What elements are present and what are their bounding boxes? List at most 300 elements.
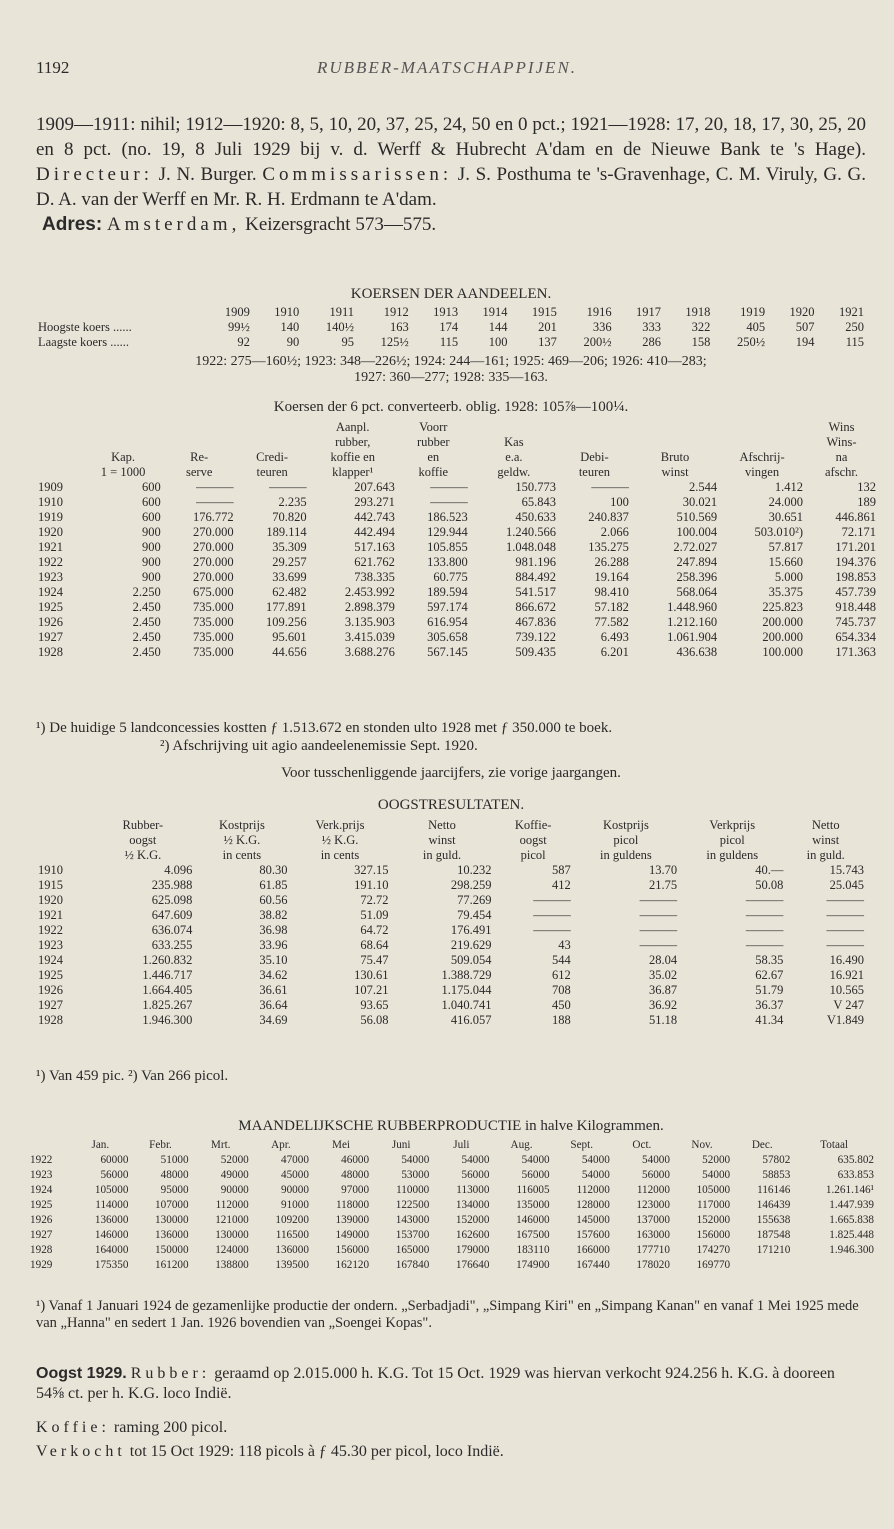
koersen-value-cell: 507: [795, 320, 815, 334]
balans-value-cell: 2.544: [689, 480, 718, 494]
commissarissen-value: J. S. Posthuma te 's-Gravenhage, C. M. Viruly, G. G. D. A. van der Werff en Mr. R. H. Erdmann te A'dam.: [36, 164, 866, 210]
balans-value-cell: 200.000: [762, 630, 803, 644]
productie-value-cell: 122500: [395, 1199, 430, 1211]
oogst-year-cell: 1927: [38, 998, 63, 1012]
oogst-value-cell: 28.04: [648, 953, 678, 967]
oogst-value-cell: ———: [826, 938, 864, 952]
koersen-value-cell: 137: [538, 335, 557, 349]
oogst-value-cell: 40.—: [755, 863, 784, 877]
productie-value-cell: 130000: [215, 1229, 249, 1241]
productie-value-cell: 174900: [516, 1259, 550, 1271]
oogst-1929-paragraph: [36, 1364, 866, 1404]
productie-value-cell: 139500: [275, 1259, 309, 1271]
balans-value-cell: 33.699: [272, 570, 307, 584]
balans-value-cell: 900: [142, 555, 161, 569]
oogst-value-cell: ———: [745, 893, 784, 907]
oogst-value-cell: 68.64: [360, 938, 389, 952]
intro-paragraph: [36, 112, 866, 237]
productie-value-cell: 169770: [696, 1259, 731, 1271]
balans-row: [36, 600, 878, 615]
oogst-value-cell: 34.62: [259, 968, 288, 982]
oogst-value-cell: 25.045: [829, 878, 864, 892]
oogst-value-cell: 544: [551, 953, 571, 967]
oogst-value-cell: ———: [745, 938, 784, 952]
koersen-line-2: 1927: 360—277; 1928: 335—163.: [354, 370, 548, 385]
oogst-value-cell: ———: [639, 908, 678, 922]
oogst-header-cell: Koffie-: [514, 818, 552, 832]
productie-value-cell: 57802: [762, 1154, 791, 1166]
balans-value-cell: 621.762: [354, 555, 395, 569]
productie-value-cell: 179000: [455, 1244, 490, 1256]
balans-value-cell: 442.743: [354, 510, 395, 524]
productie-value-cell: 177710: [636, 1244, 670, 1256]
balans-value-cell: 2.066: [600, 525, 629, 539]
balans-value-cell: 1.412: [774, 480, 803, 494]
balans-value-cell: 541.517: [515, 585, 556, 599]
koersen-value-cell: 322: [691, 320, 711, 334]
productie-value-cell: 152000: [696, 1214, 731, 1226]
productie-value-cell: 97000: [341, 1184, 370, 1196]
balans-value-cell: 436.638: [676, 645, 718, 659]
oogst-header-cell: oogst: [129, 833, 157, 847]
balans-value-cell: 2.450: [132, 630, 161, 644]
oogst-header-cell: winst: [428, 833, 456, 847]
oogst-header-row: [36, 833, 866, 848]
productie-value-cell: 176640: [455, 1259, 490, 1271]
oogst-value-cell: 176.491: [450, 923, 492, 937]
koersen-title: KOERSEN DER AANDEELEN.: [350, 286, 552, 302]
balans-value-cell: 35.375: [768, 585, 803, 599]
oogst-row: [36, 998, 866, 1013]
dividend-history: 1909—1911: nihil; 1912—1920: 8, 5, 10, 20, 37, 25, 24, 50 en 0 pct.; 1921—1928: 17, 20, 18, 17, 30, 25, 20 en 8 pct. (no. 19, 8 Juli 1929 bij v. d. Werff & Hubrecht A'dam en de Nieuwe Bank te 's Hage).: [36, 114, 866, 160]
productie-value-cell: 139000: [335, 1214, 370, 1226]
balans-value-cell: 95.601: [272, 630, 307, 644]
oogst-header-cell: picol: [613, 833, 639, 847]
balans-value-cell: 57.182: [594, 600, 629, 614]
balans-value-cell: 900: [142, 540, 161, 554]
productie-value-cell: 136000: [94, 1214, 129, 1226]
oogst-value-cell: 1.825.267: [142, 998, 193, 1012]
balans-header-cell: Aanpl.: [335, 420, 370, 434]
oogst-header-cell: Netto: [428, 818, 456, 832]
koersen-year-cell: 1920: [789, 305, 815, 319]
koersen-year-cell: 1913: [433, 305, 459, 319]
adres-label: Adres:: [42, 214, 103, 235]
productie-value-cell: 143000: [395, 1214, 430, 1226]
productie-row: [28, 1153, 876, 1168]
productie-value-cell: 138800: [215, 1259, 249, 1271]
balans-value-cell: ———: [269, 480, 307, 494]
productie-value-cell: 54000: [581, 1169, 610, 1181]
balans-value-cell: ———: [196, 480, 234, 494]
koffie-label: Koffie:: [36, 1419, 110, 1436]
oogst-header-cell: in guld.: [806, 848, 845, 862]
oogst-header-cell: in guldens: [600, 848, 652, 862]
oogst-value-cell: 191.10: [354, 878, 389, 892]
koersen-year-cell: 1921: [839, 305, 864, 319]
productie-value-cell: 135000: [516, 1199, 550, 1211]
oogst-value-cell: ———: [826, 908, 864, 922]
balans-header-cell: [36, 450, 83, 465]
oogst-row: [36, 1013, 866, 1028]
balans-value-cell: 1.061.904: [667, 630, 718, 644]
oogst-value-cell: 298.259: [450, 878, 492, 892]
rubber-text: geraamd op 2.015.000 h. K.G. Tot 15 Oct. 1929 was hiervan verkocht 924.256 h. K.G. à dooreen 54⅝ ct. per h. K.G. loco Indië.: [36, 1365, 835, 1402]
oogst-value-cell: 412: [551, 878, 571, 892]
balans-value-cell: 270.000: [193, 525, 234, 539]
productie-row: [28, 1258, 876, 1273]
oogst-header-cell: [36, 818, 91, 833]
oogst-value-cell: 235.988: [151, 878, 193, 892]
balans-value-cell: 29.257: [272, 555, 307, 569]
oogst-value-cell: 219.629: [450, 938, 492, 952]
productie-value-cell: 136000: [275, 1244, 309, 1256]
oogst-value-cell: ———: [533, 893, 571, 907]
koersen-value-cell: 99½: [228, 320, 250, 334]
productie-value-cell: 1.447.939: [829, 1199, 874, 1211]
koersen-year-cell: 1918: [685, 305, 711, 319]
balans-header-cell: [83, 435, 162, 450]
productie-value-cell: 52000: [702, 1154, 731, 1166]
oogst-value-cell: 21.75: [648, 878, 678, 892]
balans-row: [36, 510, 878, 525]
oogst-header-cell: winst: [812, 833, 840, 847]
koersen-year-cell: 1916: [586, 305, 612, 319]
productie-value-cell: 117000: [696, 1199, 731, 1211]
koersen-year-cell: 1911: [329, 305, 354, 319]
oogst-value-cell: 75.47: [360, 953, 389, 967]
balans-row: [36, 525, 878, 540]
productie-header-cell: Febr.: [149, 1139, 172, 1151]
productie-value-cell: 110000: [396, 1184, 430, 1196]
balans-header-cell: vingen: [745, 465, 780, 479]
productie-value-cell: 56000: [100, 1169, 129, 1181]
koersen-value-cell: 200½: [583, 335, 612, 349]
koersen-value-cell: 250½: [736, 335, 766, 349]
oogst-value-cell: 62.67: [755, 968, 784, 982]
balans-value-cell: 176.772: [193, 510, 234, 524]
koersen-year-cell: 1914: [482, 305, 508, 319]
balans-value-cell: 981.196: [515, 555, 556, 569]
oogst-header-cell: Kostprijs: [602, 818, 649, 832]
productie-value-cell: 162600: [455, 1229, 490, 1241]
productie-value-cell: 174270: [696, 1244, 731, 1256]
productie-value-cell: 145000: [576, 1214, 610, 1226]
productie-value-cell: 90000: [280, 1184, 309, 1196]
oogst-value-cell: 4.096: [164, 863, 193, 877]
balans-value-cell: 3.415.039: [344, 630, 395, 644]
balans-value-cell: 600: [142, 510, 161, 524]
productie-year-cell: 1924: [30, 1184, 53, 1196]
productie-header-cell: Oct.: [632, 1139, 652, 1151]
balans-year-cell: 1927: [38, 630, 63, 644]
productie-row: [28, 1198, 876, 1213]
productie-header-cell: Jan.: [91, 1139, 110, 1151]
productie-value-cell: 178020: [636, 1259, 670, 1271]
koersen-value-cell: 140½: [325, 320, 354, 334]
balans-value-cell: 225.823: [762, 600, 803, 614]
oogst-title: OOGSTRESULTATEN.: [377, 797, 525, 813]
balans-value-cell: 745.737: [835, 615, 876, 629]
productie-value-cell: 121000: [215, 1214, 249, 1226]
oogst-value-cell: ———: [826, 893, 864, 907]
productie-row: [28, 1213, 876, 1228]
koersen-value-cell: 163: [389, 320, 409, 334]
balans-value-cell: 675.000: [193, 585, 234, 599]
balans-value-cell: 2.450: [132, 600, 161, 614]
koersen-value-cell: 125½: [380, 335, 409, 349]
balans-header-cell: [36, 435, 83, 450]
balans-header-cell: rubber: [416, 435, 450, 449]
balans-value-cell: 189.594: [427, 585, 468, 599]
koersen-value-cell: 405: [746, 320, 766, 334]
oogst-value-cell: 64.72: [360, 923, 389, 937]
balans-value-cell: 35.309: [272, 540, 307, 554]
page-header: [36, 58, 858, 82]
productie-value-cell: 1.825.448: [829, 1229, 874, 1241]
balans-row: [36, 645, 878, 660]
productie-year-cell: 1925: [30, 1199, 53, 1211]
oogst-table: [36, 818, 866, 1028]
oogst-year-cell: 1921: [38, 908, 63, 922]
balans-header-cell: [470, 420, 558, 435]
balans-header-cell: teuren: [578, 465, 611, 479]
balans-value-cell: 446.861: [835, 510, 876, 524]
balans-note-1: ¹) De huidige 5 landconcessies kostten ƒ 1.513.672 en stonden ulto 1928 met ƒ 350.000 te boek.: [36, 720, 613, 736]
balans-value-cell: 105.855: [427, 540, 468, 554]
productie-value-cell: 137000: [636, 1214, 670, 1226]
productie-value-cell: 633.853: [837, 1169, 874, 1181]
oogst-value-cell: 10.232: [457, 863, 492, 877]
productie-value-cell: 52000: [220, 1154, 249, 1166]
productie-row: [28, 1168, 876, 1183]
productie-value-cell: 146439: [756, 1199, 791, 1211]
balans-value-cell: 3.688.276: [344, 645, 395, 659]
balans-value-cell: 62.482: [272, 585, 307, 599]
balans-value-cell: 450.633: [515, 510, 556, 524]
productie-value-cell: 123000: [636, 1199, 670, 1211]
balans-value-cell: 517.163: [354, 540, 395, 554]
productie-value-cell: 109200: [275, 1214, 309, 1226]
balans-value-cell: 884.492: [515, 570, 556, 584]
balans-value-cell: 258.396: [676, 570, 718, 584]
balans-year-cell: 1922: [38, 555, 63, 569]
balans-value-cell: 735.000: [193, 630, 234, 644]
oogst-value-cell: 13.70: [648, 863, 678, 877]
oogst-value-cell: 51.09: [360, 908, 389, 922]
balans-header-cell: Afschrij-: [739, 450, 785, 464]
koersen-value-cell: 144: [488, 320, 508, 334]
oogst-value-cell: 50.08: [755, 878, 784, 892]
balans-value-cell: 98.410: [594, 585, 629, 599]
balans-header-cell: Wins-: [826, 435, 857, 449]
productie-value-cell: 105000: [94, 1184, 129, 1196]
balans-value-cell: 135.275: [588, 540, 629, 554]
productie-header-cell: Apr.: [271, 1139, 291, 1151]
oogst-year-cell: 1920: [38, 893, 63, 907]
oogst-value-cell: ———: [639, 938, 678, 952]
koersen-value-cell: 333: [642, 320, 661, 334]
oogst-value-cell: 61.85: [259, 878, 288, 892]
productie-value-cell: 45000: [280, 1169, 309, 1181]
balans-value-cell: 597.174: [427, 600, 468, 614]
verkocht-text: tot 15 Oct 1929: 118 picols à ƒ 45.30 per picol, loco Indië.: [129, 1443, 504, 1460]
balans-year-cell: 1926: [38, 615, 63, 629]
productie-value-cell: 53000: [401, 1169, 430, 1181]
oogst-value-cell: 1.664.405: [142, 983, 193, 997]
productie-value-cell: 153700: [395, 1229, 430, 1241]
oogst-value-cell: 16.921: [829, 968, 864, 982]
oogst-value-cell: 72.72: [360, 893, 389, 907]
balans-header-cell: [83, 420, 162, 435]
productie-value-cell: 54000: [521, 1154, 550, 1166]
oogst-value-cell: 636.074: [151, 923, 193, 937]
balans-value-cell: 2.235: [278, 495, 307, 509]
oogst-header-cell: ½ K.G.: [223, 833, 261, 847]
balans-header-cell: afschr.: [825, 465, 858, 479]
oogst-value-cell: 130.61: [354, 968, 389, 982]
oogst-row: [36, 893, 866, 908]
rubber-label: Rubber:: [130, 1365, 211, 1382]
koersen-line-1: 1922: 275—160½; 1923: 348—226½; 1924: 244—161; 1925: 469—206; 1926: 410—283;: [195, 354, 707, 369]
oogst-row: [36, 953, 866, 968]
oogst-value-cell: 38.82: [259, 908, 288, 922]
balans-year-cell: 1920: [38, 525, 63, 539]
oogst-value-cell: 79.454: [457, 908, 492, 922]
productie-value-cell: 635.802: [837, 1154, 874, 1166]
directeur-label: Directeur:: [36, 164, 154, 185]
productie-header-cell: Dec.: [751, 1139, 773, 1151]
adres-city: Amsterdam,: [106, 214, 241, 235]
balans-header-row: [36, 420, 878, 435]
oogst-value-cell: 41.34: [755, 1013, 784, 1027]
productie-value-cell: 60000: [100, 1154, 129, 1166]
oogst-row: [36, 983, 866, 998]
balans-value-cell: 24.000: [768, 495, 803, 509]
balans-header-cell: serve: [186, 465, 213, 479]
oogst-value-cell: 51.18: [648, 1013, 678, 1027]
balans-header-row: [36, 465, 878, 480]
oogst-header-cell: [36, 833, 91, 848]
oogst-row: [36, 878, 866, 893]
oogst-row: [36, 968, 866, 983]
oogst-value-cell: ———: [533, 923, 571, 937]
oogst-row: [36, 923, 866, 938]
koersen-year-cell: 1915: [531, 305, 557, 319]
oogst-value-cell: 36.87: [648, 983, 678, 997]
oogst-header-cell: picol: [719, 833, 745, 847]
koersen-value-cell: 100: [488, 335, 508, 349]
koersen-header-row: [36, 305, 866, 320]
productie-value-cell: 146000: [516, 1214, 550, 1226]
oblig-koersen: Koersen der 6 pct. converteerb. oblig. 1928: 105⅞—100¼.: [273, 399, 629, 415]
balans-year-cell: 1909: [38, 480, 63, 494]
productie-value-cell: 149000: [335, 1229, 370, 1241]
koersen-row: [36, 335, 866, 350]
oogst-header-cell: Verk.prijs: [315, 818, 365, 832]
balans-value-cell: 1.240.566: [505, 525, 556, 539]
oogst-value-cell: 35.02: [648, 968, 678, 982]
productie-value-cell: 58853: [762, 1169, 791, 1181]
oogst-header-cell: in guldens: [706, 848, 759, 862]
productie-row: [28, 1183, 876, 1198]
productie-value-cell: 146000: [94, 1229, 129, 1241]
productie-value-cell: 152000: [455, 1214, 490, 1226]
oogst-year-cell: 1928: [38, 1013, 63, 1027]
productie-value-cell: 150000: [155, 1244, 189, 1256]
balans-value-cell: 129.944: [427, 525, 468, 539]
balans-year-cell: 1923: [38, 570, 63, 584]
koersen-value-cell: 140: [280, 320, 300, 334]
productie-value-cell: 134000: [455, 1199, 490, 1211]
balans-value-cell: 133.800: [427, 555, 468, 569]
running-title: RUBBER-MAATSCHAPPIJEN.: [316, 58, 578, 77]
oogst-value-cell: 15.743: [829, 863, 864, 877]
balans-value-cell: 6.201: [600, 645, 629, 659]
oogst-value-cell: 80.30: [259, 863, 288, 877]
productie-header-cell: Juni: [391, 1139, 411, 1151]
balans-value-cell: 2.450: [132, 615, 161, 629]
productie-value-cell: 54000: [401, 1154, 430, 1166]
productie-year-cell: 1926: [30, 1214, 53, 1226]
productie-value-cell: 47000: [280, 1154, 309, 1166]
balans-value-cell: 100: [610, 495, 629, 509]
oogst-value-cell: ———: [533, 908, 571, 922]
balans-value-cell: 15.660: [768, 555, 803, 569]
balans-value-cell: 100.004: [676, 525, 718, 539]
oogst-value-cell: 612: [551, 968, 571, 982]
balans-header-cell: [36, 465, 83, 480]
koersen-value-cell: 194: [795, 335, 815, 349]
oogst-header-cell: [36, 848, 91, 863]
oogst-header-row: [36, 848, 866, 863]
productie-year-cell: 1923: [30, 1169, 53, 1181]
oogst-value-cell: 16.490: [829, 953, 864, 967]
productie-value-cell: 128000: [576, 1199, 610, 1211]
productie-value-cell: 155638: [756, 1214, 791, 1226]
verkocht-paragraph: [36, 1442, 866, 1462]
productie-header-cell: [28, 1138, 70, 1153]
balans-value-cell: 1.448.960: [667, 600, 718, 614]
productie-value-cell: 1.946.300: [829, 1244, 874, 1256]
oogst-value-cell: 625.098: [151, 893, 193, 907]
oogst-value-cell: 60.56: [259, 893, 288, 907]
oogst-value-cell: 708: [551, 983, 571, 997]
koersen-value-cell: 95: [341, 335, 354, 349]
koersen-year-cell: 1910: [274, 305, 300, 319]
balans-header-cell: en: [427, 450, 440, 464]
oogst-header-cell: oogst: [519, 833, 547, 847]
balans-value-cell: 6.493: [600, 630, 629, 644]
koersen-year-cell: 1909: [224, 305, 250, 319]
balans-header-cell: [163, 420, 236, 435]
balans-value-cell: 57.817: [768, 540, 803, 554]
koersen-value-cell: 336: [592, 320, 612, 334]
productie-value-cell: 1.665.838: [829, 1214, 874, 1226]
oogst-1929-label: Oogst 1929.: [36, 1365, 127, 1382]
balans-header-cell: [719, 435, 805, 450]
oogst-value-cell: 77.269: [457, 893, 492, 907]
balans-header-cell: Re-: [190, 450, 209, 464]
productie-value-cell: 107000: [155, 1199, 189, 1211]
productie-table: [28, 1138, 876, 1273]
oogst-header-cell: in cents: [320, 848, 360, 862]
koersen-row-label: Laagste koers ......: [38, 335, 129, 349]
balans-header-cell: 1 = 1000: [100, 465, 146, 479]
oogst-value-cell: 633.255: [151, 938, 193, 952]
balans-value-cell: 2.453.992: [344, 585, 395, 599]
productie-header-row: [28, 1138, 876, 1153]
